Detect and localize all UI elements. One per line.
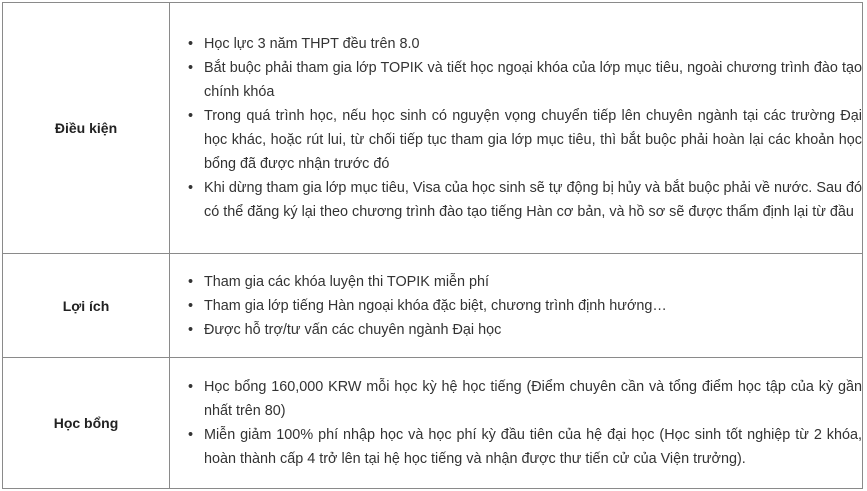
list-item: • Tham gia các khóa luyện thi TOPIK miễn phí xyxy=(204,270,862,294)
scholarship-list xyxy=(170,375,862,471)
benefits-list xyxy=(170,270,862,342)
row-label-conditions: Điều kiện xyxy=(3,3,170,254)
list-item: • Khi dừng tham gia lớp mục tiêu, Visa của học sinh sẽ tự động bị hủy và bắt buộc phải về nước. Sau đó có thể đăng ký lại theo chương trình đào tạo tiếng Hàn cơ bản, và hồ sơ sẽ được thẩm định lại từ đầu xyxy=(204,176,862,224)
info-table xyxy=(2,2,863,489)
list-item: • Được hỗ trợ/tư vấn các chuyên ngành Đại học xyxy=(204,318,862,342)
row-content-conditions xyxy=(170,3,863,254)
row-label-benefits: Lợi ích xyxy=(3,254,170,358)
row-content-scholarship xyxy=(170,358,863,489)
list-item: • Trong quá trình học, nếu học sinh có nguyện vọng chuyển tiếp lên chuyên ngành tại các trường Đại học khác, hoặc rút lui, từ chối tiếp tục tham gia lớp mục tiêu, thì bắt buộc phải hoàn lại các khoản học bổng đã được nhận trước đó xyxy=(204,104,862,176)
conditions-list xyxy=(170,32,862,224)
list-item: • Học bổng 160,000 KRW mỗi học kỳ hệ học tiếng (Điểm chuyên cần và tổng điểm học tập của kỳ gần nhất trên 80) xyxy=(204,375,862,423)
table-row-conditions xyxy=(3,3,863,254)
list-item: • Tham gia lớp tiếng Hàn ngoại khóa đặc biệt, chương trình định hướng… xyxy=(204,294,862,318)
row-content-benefits xyxy=(170,254,863,358)
row-label-scholarship: Học bổng xyxy=(3,358,170,489)
list-item: • Học lực 3 năm THPT đều trên 8.0 xyxy=(204,32,862,56)
list-item: • Miễn giảm 100% phí nhập học và học phí kỳ đầu tiên của hệ đại học (Học sinh tốt nghiệp từ 2 khóa, hoàn thành cấp 4 trở lên tại hệ học tiếng và nhận được thư tiến cử của Viện trưởng). xyxy=(204,423,862,471)
list-item: • Bắt buộc phải tham gia lớp TOPIK và tiết học ngoại khóa của lớp mục tiêu, ngoài chương trình đào tạo chính khóa xyxy=(204,56,862,104)
table-row-scholarship xyxy=(3,358,863,489)
table-row-benefits xyxy=(3,254,863,358)
